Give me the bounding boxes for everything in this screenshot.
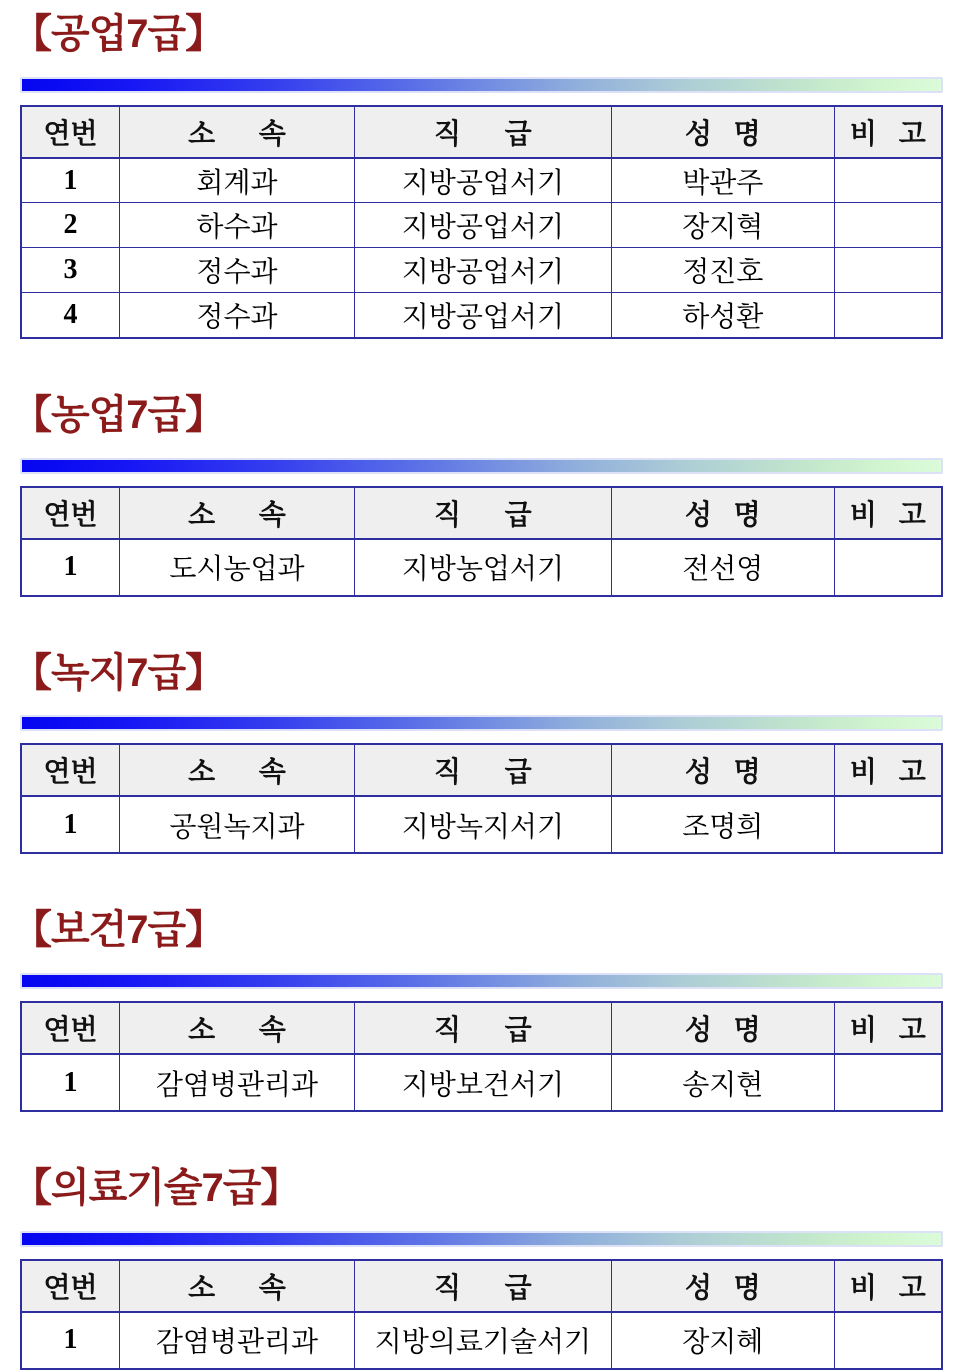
table-row — [21, 158, 942, 203]
gradient-divider-bar — [20, 77, 943, 93]
rank-cell: 지방녹지서기 — [354, 796, 611, 853]
col-header-name: 성 명 — [611, 1260, 834, 1312]
note-cell — [834, 293, 942, 338]
col-header-note: 비 고 — [834, 487, 942, 539]
col-header-seq: 연번 — [21, 1260, 120, 1312]
col-header-seq: 연번 — [21, 1002, 120, 1054]
gradient-divider-bar — [20, 973, 943, 989]
note-cell — [834, 1054, 942, 1111]
dept-cell: 감염병관리과 — [120, 1054, 355, 1111]
note-cell — [834, 248, 942, 293]
table-row — [21, 539, 942, 596]
dept-cell: 하수과 — [120, 203, 355, 248]
section-title: 【공업7급】 — [12, 12, 225, 56]
rank-cell: 지방공업서기 — [354, 293, 611, 338]
gradient-divider-bar — [20, 458, 943, 474]
dept-cell: 회계과 — [120, 158, 355, 203]
name-cell: 정진호 — [611, 248, 834, 293]
dept-cell: 정수과 — [120, 293, 355, 338]
rank-cell: 지방공업서기 — [354, 203, 611, 248]
col-header-note: 비 고 — [834, 1260, 942, 1312]
table-header-row — [21, 487, 942, 539]
section-greenspace-grade7 — [12, 650, 943, 855]
col-header-name: 성 명 — [611, 1002, 834, 1054]
section-title: 【농업7급】 — [12, 392, 225, 437]
note-cell — [834, 796, 942, 853]
personnel-table — [20, 486, 943, 597]
section-medical-tech-grade7 — [12, 1166, 943, 1370]
section-title: 【녹지7급】 — [12, 650, 225, 695]
section-title: 【의료기술7급】 — [12, 1166, 300, 1211]
col-header-seq: 연번 — [21, 744, 120, 796]
rank-cell: 지방보건서기 — [354, 1054, 611, 1111]
seq-cell: 4 — [21, 293, 120, 338]
section-industry-grade7 — [12, 0, 943, 339]
col-header-rank: 직 급 — [354, 744, 611, 796]
col-header-rank: 직 급 — [354, 1002, 611, 1054]
col-header-seq: 연번 — [21, 106, 120, 158]
col-header-name: 성 명 — [611, 106, 834, 158]
col-header-name: 성 명 — [611, 487, 834, 539]
table-header-row — [21, 106, 942, 158]
col-header-dept: 소 속 — [120, 487, 355, 539]
seq-cell: 1 — [21, 796, 120, 853]
dept-cell: 공원녹지과 — [120, 796, 355, 853]
name-cell: 송지현 — [611, 1054, 834, 1111]
col-header-rank: 직 급 — [354, 1260, 611, 1312]
name-cell: 장지혜 — [611, 1312, 834, 1369]
note-cell — [834, 203, 942, 248]
seq-cell: 1 — [21, 539, 120, 596]
col-header-dept: 소 속 — [120, 106, 355, 158]
col-header-note: 비 고 — [834, 744, 942, 796]
table-header-row — [21, 1260, 942, 1312]
rank-cell: 지방의료기술서기 — [354, 1312, 611, 1369]
table-header-row — [21, 1002, 942, 1054]
note-cell — [834, 539, 942, 596]
seq-cell: 1 — [21, 1312, 120, 1369]
personnel-table — [20, 105, 943, 339]
col-header-note: 비 고 — [834, 106, 942, 158]
name-cell: 하성환 — [611, 293, 834, 338]
section-agriculture-grade7 — [12, 392, 943, 597]
col-header-dept: 소 속 — [120, 1260, 355, 1312]
section-title: 【보건7급】 — [12, 908, 225, 953]
seq-cell: 2 — [21, 203, 120, 248]
table-row — [21, 203, 942, 248]
table-row — [21, 1054, 942, 1111]
seq-cell: 1 — [21, 1054, 120, 1111]
dept-cell: 감염병관리과 — [120, 1312, 355, 1369]
name-cell: 박관주 — [611, 158, 834, 203]
col-header-dept: 소 속 — [120, 744, 355, 796]
gradient-divider-bar — [20, 715, 943, 731]
gradient-divider-bar — [20, 1231, 943, 1247]
table-row — [21, 293, 942, 338]
col-header-rank: 직 급 — [354, 106, 611, 158]
rank-cell: 지방공업서기 — [354, 248, 611, 293]
col-header-seq: 연번 — [21, 487, 120, 539]
table-row — [21, 248, 942, 293]
note-cell — [834, 1312, 942, 1369]
name-cell: 장지혁 — [611, 203, 834, 248]
dept-cell: 정수과 — [120, 248, 355, 293]
col-header-rank: 직 급 — [354, 487, 611, 539]
table-row — [21, 1312, 942, 1369]
table-row — [21, 796, 942, 853]
rank-cell: 지방농업서기 — [354, 539, 611, 596]
seq-cell: 3 — [21, 248, 120, 293]
col-header-dept: 소 속 — [120, 1002, 355, 1054]
personnel-table — [20, 743, 943, 854]
personnel-table — [20, 1001, 943, 1112]
name-cell: 전선영 — [611, 539, 834, 596]
rank-cell: 지방공업서기 — [354, 158, 611, 203]
personnel-table — [20, 1259, 943, 1370]
table-header-row — [21, 744, 942, 796]
col-header-name: 성 명 — [611, 744, 834, 796]
name-cell: 조명희 — [611, 796, 834, 853]
section-health-grade7 — [12, 908, 943, 1112]
dept-cell: 도시농업과 — [120, 539, 355, 596]
seq-cell: 1 — [21, 158, 120, 203]
col-header-note: 비 고 — [834, 1002, 942, 1054]
note-cell — [834, 158, 942, 203]
